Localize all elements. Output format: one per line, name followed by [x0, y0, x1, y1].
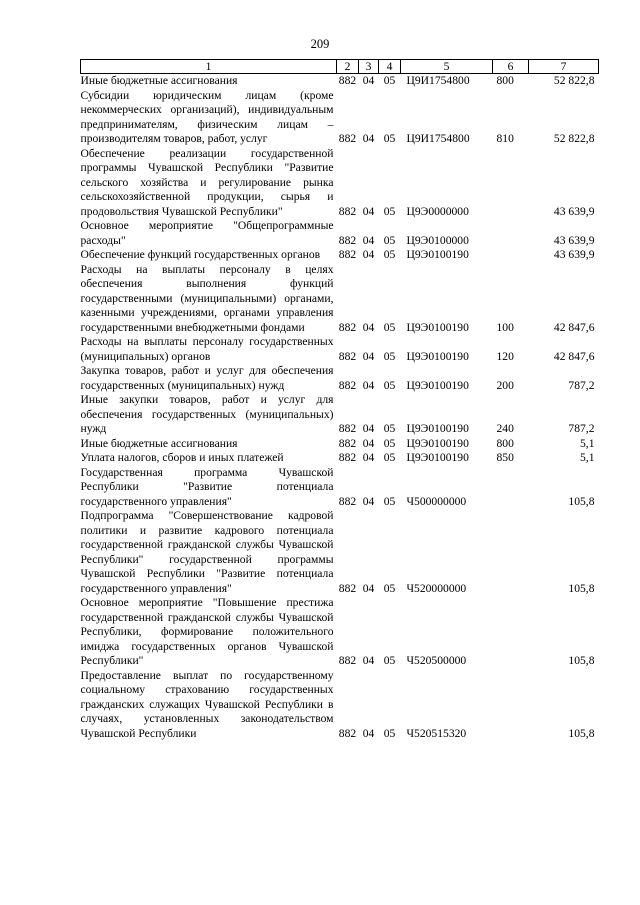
table-body	[81, 74, 599, 742]
row-section-code: 04	[362, 436, 375, 450]
row-subsection-code: 05	[383, 248, 396, 261]
row-target-code: Ч520515320	[406, 726, 467, 740]
row-amount: 43 639,9	[553, 233, 595, 247]
row-subsection-code: 05	[383, 451, 396, 464]
table-row	[81, 509, 599, 596]
header-col-4: 4	[379, 60, 401, 74]
row-target-code: Ц9Э0100190	[406, 451, 469, 464]
table-header	[81, 60, 599, 74]
row-ministry-code: 882	[338, 494, 357, 508]
row-section-code: 04	[362, 654, 375, 667]
row-subsection-code: 05	[383, 349, 396, 363]
row-name: Основное мероприятие "Общепрограммные расходы"	[80, 219, 334, 247]
row-section-code: 04	[362, 248, 375, 261]
row-target-code: Ц9Э0100190	[406, 436, 469, 450]
table-row	[81, 89, 599, 147]
row-section-code: 04	[362, 349, 375, 363]
row-name: Государственная программа Чувашской Республики "Развитие потенциала государственного управления"	[80, 465, 334, 508]
row-name: Уплата налогов, сборов и иных платежей	[80, 451, 284, 464]
row-ministry-code: 882	[338, 581, 357, 595]
row-subsection-code: 05	[383, 320, 396, 334]
row-expense-type-code: 200	[496, 378, 514, 392]
table-row	[81, 263, 599, 336]
row-name: Субсидии юридическим лицам (кроме некоммерческих организаций), индивидуальным предпринимателям, физическим лицам – производителям товаров, работ, услуг	[80, 88, 334, 145]
row-target-code: Ч520500000	[406, 654, 467, 667]
row-subsection-code: 05	[383, 233, 396, 247]
table-row	[81, 74, 599, 89]
row-amount: 5,1	[580, 451, 595, 464]
row-section-code: 04	[362, 726, 375, 740]
row-target-code: Ц9Э0100000	[406, 233, 469, 247]
row-subsection-code: 05	[383, 204, 396, 218]
row-name: Иные бюджетные ассигнования	[80, 74, 238, 87]
row-name: Предоставление выплат по государственному социальному страхованию государственных гражданских служащих Чувашской Республики в случаях, установленных законодательством Чувашской Республики	[80, 668, 334, 740]
row-ministry-code: 882	[338, 422, 357, 435]
row-name: Закупка товаров, работ и услуг для обеспечения государственных (муниципальных) нужд	[80, 364, 334, 392]
row-expense-type-code	[493, 466, 529, 510]
row-subsection-code: 05	[383, 422, 396, 435]
row-expense-type-code	[493, 509, 529, 596]
table-row	[81, 437, 599, 452]
row-section-code: 04	[362, 581, 375, 595]
row-section-code: 04	[362, 422, 375, 435]
row-expense-type-code: 800	[496, 74, 514, 87]
row-amount: 42 847,6	[553, 349, 595, 363]
row-amount: 43 639,9	[553, 204, 595, 218]
header-col-1: 1	[81, 60, 337, 74]
row-section-code: 04	[362, 320, 375, 334]
row-subsection-code: 05	[383, 436, 396, 450]
row-amount: 105,8	[568, 726, 595, 740]
row-subsection-code: 05	[383, 654, 396, 667]
row-amount: 105,8	[568, 494, 595, 508]
budget-table	[80, 59, 599, 741]
row-ministry-code: 882	[338, 320, 357, 334]
table-row	[81, 669, 599, 742]
row-section-code: 04	[362, 233, 375, 247]
row-expense-type-code	[493, 596, 529, 669]
row-subsection-code: 05	[383, 494, 396, 508]
row-target-code: Ц9Э0100190	[406, 378, 469, 392]
row-name: Иные бюджетные ассигнования	[80, 436, 238, 450]
row-expense-type-code	[493, 669, 529, 742]
row-expense-type-code: 120	[496, 349, 514, 363]
header-col-6: 6	[493, 60, 529, 74]
row-expense-type-code: 810	[496, 132, 514, 145]
row-amount: 43 639,9	[553, 248, 595, 261]
table-row	[81, 219, 599, 248]
row-target-code: Ц9Э0000000	[406, 204, 469, 218]
row-subsection-code: 05	[383, 378, 396, 392]
row-subsection-code: 05	[383, 132, 396, 145]
row-target-code: Ц9Э0100190	[406, 422, 469, 435]
row-ministry-code: 882	[338, 248, 357, 261]
row-amount: 52 822,8	[553, 132, 595, 145]
row-expense-type-code	[493, 147, 529, 220]
row-target-code: Ч520000000	[406, 581, 467, 595]
row-amount: 52 822,8	[553, 74, 595, 87]
row-expense-type-code: 850	[496, 451, 514, 464]
row-expense-type-code: 240	[496, 422, 514, 435]
row-ministry-code: 882	[338, 451, 357, 464]
row-amount: 105,8	[568, 581, 595, 595]
row-target-code: Ц9И1754800	[406, 132, 470, 145]
row-target-code: Ц9Э0100190	[406, 248, 469, 261]
row-ministry-code: 882	[338, 74, 357, 87]
header-col-5: 5	[401, 60, 493, 74]
row-name: Расходы на выплаты персоналу государственных (муниципальных) органов	[80, 335, 334, 363]
row-section-code: 04	[362, 378, 375, 392]
row-expense-type-code	[493, 248, 529, 263]
row-ministry-code: 882	[338, 654, 357, 667]
row-ministry-code: 882	[338, 233, 357, 247]
row-subsection-code: 05	[383, 581, 396, 595]
row-name: Обеспечение функций государственных органов	[80, 248, 321, 261]
row-section-code: 04	[362, 204, 375, 218]
row-subsection-code: 05	[383, 726, 396, 740]
table-row	[81, 248, 599, 263]
row-target-code: Ч500000000	[406, 494, 467, 508]
row-name: Иные закупки товаров, работ и услуг для обеспечения государственных (муниципальных) нужд	[80, 393, 334, 435]
row-section-code: 04	[362, 132, 375, 145]
row-ministry-code: 882	[338, 204, 357, 218]
row-subsection-code: 05	[383, 74, 396, 87]
row-name: Обеспечение реализации государственной программы Чувашской Республики "Развитие сельского хозяйства и регулирование рынка сельскохозяйственной продукции, сырья и продовольствия Чувашской Республики"	[80, 146, 334, 218]
row-name: Основное мероприятие "Повышение престижа государственной гражданской службы Чувашской Республики, формирование положительного имиджа государственных органов Чувашской Республики"	[80, 596, 334, 667]
row-name: Расходы на выплаты персоналу в целях обеспечения выполнения функций государственными (муниципальными) органами, казенными учреждениями, органами управления государственными внебюджетными фондами	[80, 262, 334, 334]
header-col-2: 2	[337, 60, 359, 74]
header-col-7: 7	[529, 60, 599, 74]
page-number: 209	[310, 37, 330, 51]
row-amount: 787,2	[568, 378, 595, 392]
row-ministry-code: 882	[338, 436, 357, 450]
row-target-code: Ц9И1754800	[406, 74, 470, 87]
row-section-code: 04	[362, 451, 375, 464]
row-ministry-code: 882	[338, 132, 357, 145]
row-ministry-code: 882	[338, 726, 357, 740]
row-target-code: Ц9Э0100190	[406, 320, 469, 334]
table-row	[81, 451, 599, 466]
table-row	[81, 364, 599, 393]
row-amount: 5,1	[580, 436, 595, 450]
row-target-code: Ц9Э0100190	[406, 349, 469, 363]
table-row	[81, 466, 599, 510]
row-amount: 787,2	[568, 422, 595, 435]
row-expense-type-code	[493, 219, 529, 248]
row-ministry-code: 882	[338, 349, 357, 363]
row-expense-type-code: 800	[496, 436, 514, 450]
row-ministry-code: 882	[338, 378, 357, 392]
table-row	[81, 147, 599, 220]
table-row	[81, 393, 599, 437]
row-amount: 42 847,6	[553, 320, 595, 334]
header-col-3: 3	[359, 60, 379, 74]
table-row	[81, 596, 599, 669]
row-amount: 105,8	[568, 654, 595, 667]
table-row	[81, 335, 599, 364]
row-section-code: 04	[362, 494, 375, 508]
row-section-code: 04	[362, 74, 375, 87]
row-expense-type-code: 100	[496, 320, 514, 334]
row-name: Подпрограмма "Совершенствование кадровой политики и развитие кадрового потенциала государственной гражданской службы Чувашской Республики" государственной программы Чувашской Республики "Развитие потенциала государственного управления"	[80, 509, 334, 595]
